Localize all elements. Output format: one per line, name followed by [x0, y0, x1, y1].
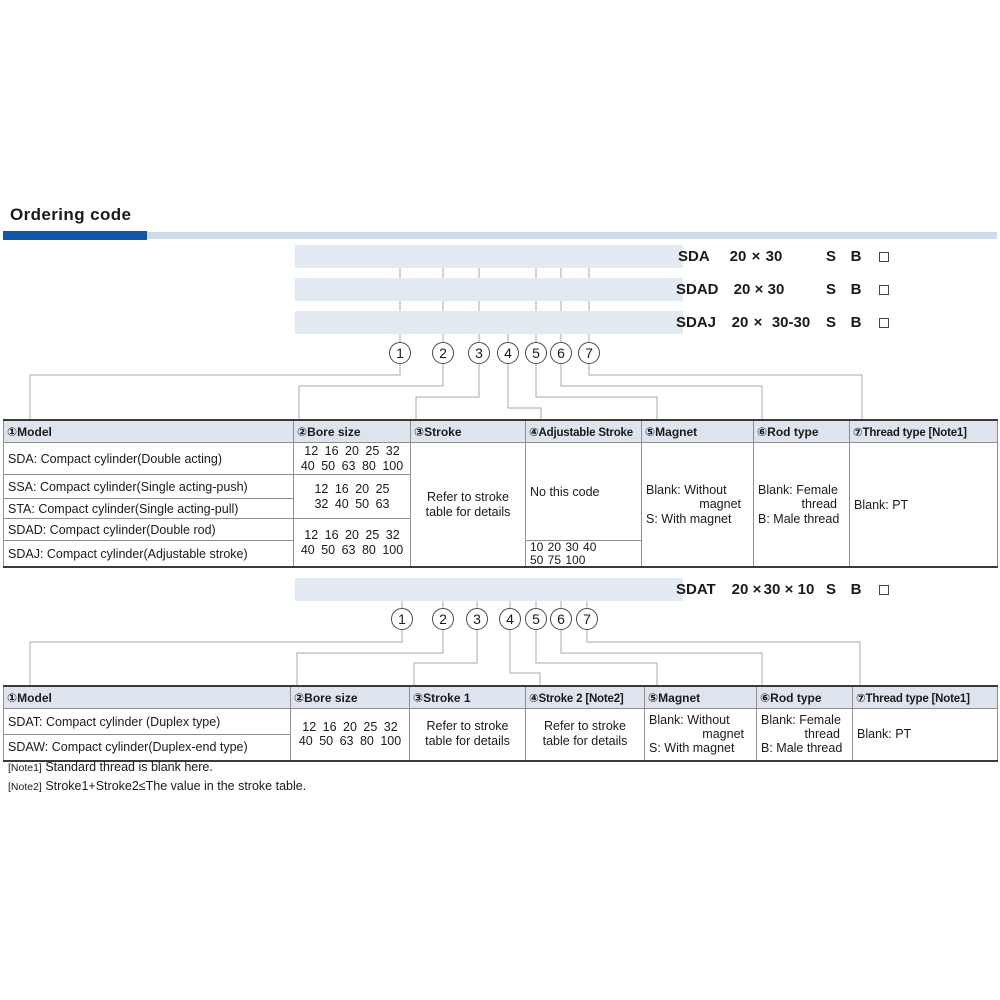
adjustable-stroke-values: 10 20 30 40 50 75 100	[526, 541, 642, 568]
code-magnet: S	[825, 314, 837, 331]
model-sdad: SDAD: Compact cylinder(Double rod)	[4, 519, 294, 541]
bore-sizes-sda: 12 16 20 25 32 40 50 63 80 100	[294, 443, 411, 475]
footnote-tag: [Note2]	[8, 781, 42, 793]
footnote-text: Standard thread is blank here.	[45, 760, 213, 774]
position-circle-1	[391, 608, 413, 630]
thread-placeholder-box-icon	[879, 252, 889, 262]
code-stroke: 30	[765, 248, 783, 265]
col-header-bore-size: ②Bore size	[294, 420, 411, 443]
position-circle-label: 2	[439, 345, 447, 361]
rod-type-options: Blank: Female thread B: Male thread	[757, 709, 853, 761]
code-rod: B	[850, 281, 862, 298]
table-header-row	[4, 686, 998, 709]
position-circle-7	[576, 608, 598, 630]
col-header-magnet: ⑤Magnet	[642, 420, 754, 443]
code-bore: 20	[729, 248, 747, 265]
code-bore: 20	[731, 581, 749, 598]
code-times: ×	[753, 314, 763, 331]
position-circle-6	[550, 608, 572, 630]
stroke-note: Refer to stroke table for details	[411, 443, 526, 568]
col-header-adjustable-stroke: ④Adjustable Stroke	[526, 420, 642, 443]
position-circle-2	[432, 608, 454, 630]
model-ssa: SSA: Compact cylinder(Single acting-push)	[4, 475, 294, 499]
col-header-stroke1: ③Stroke 1	[410, 686, 526, 709]
table-row	[4, 709, 998, 735]
page-title: Ordering code	[10, 205, 132, 224]
position-circle-7	[578, 342, 600, 364]
position-circle-label: 4	[506, 611, 514, 627]
thread-placeholder-box-icon	[879, 285, 889, 295]
col-header-bore-size: ②Bore size	[291, 686, 410, 709]
code-bar-sda	[295, 245, 862, 268]
bore-sizes-ssa-sta: 12 16 20 25 32 40 50 63	[294, 475, 411, 519]
ordering-table-standard	[3, 419, 998, 568]
model-sdaw: SDAW: Compact cylinder(Duplex-end type)	[4, 735, 291, 761]
code-model: SDAJ	[676, 314, 717, 331]
rod-type-options: Blank: Female thread B: Male thread	[754, 443, 850, 568]
table-row	[4, 443, 998, 475]
model-sta: STA: Compact cylinder(Single acting-pull)	[4, 499, 294, 519]
position-circle-label: 1	[398, 611, 406, 627]
code-magnet: S	[825, 248, 837, 265]
code-times: ×	[752, 581, 762, 598]
position-circle-5	[525, 608, 547, 630]
position-circle-5	[525, 342, 547, 364]
model-sda: SDA: Compact cylinder(Double acting)	[4, 443, 294, 475]
footnote-1	[8, 760, 213, 774]
position-circle-label: 3	[475, 345, 483, 361]
position-circle-label: 6	[557, 345, 565, 361]
position-circle-label: 7	[585, 345, 593, 361]
footnote-2	[8, 779, 306, 793]
footnote-text: Stroke1+Stroke2≤The value in the stroke table.	[45, 779, 307, 793]
bore-sizes-sdad-sdaj: 12 16 20 25 32 40 50 63 80 100	[294, 519, 411, 568]
footnote-tag: [Note1]	[8, 762, 42, 774]
position-circle-label: 1	[396, 345, 404, 361]
code-magnet: S	[825, 581, 837, 598]
code-bore: 20	[731, 314, 749, 331]
code-bar-sdat	[295, 578, 862, 601]
position-circle-label: 7	[583, 611, 591, 627]
position-circle-6	[550, 342, 572, 364]
col-header-model: ①Model	[4, 686, 291, 709]
position-circle-label: 6	[557, 611, 565, 627]
code-stroke1: 30	[763, 581, 781, 598]
magnet-options: Blank: Without magnet S: With magnet	[645, 709, 757, 761]
col-header-magnet: ⑤Magnet	[645, 686, 757, 709]
position-circle-label: 3	[473, 611, 481, 627]
code-times: ×	[784, 581, 794, 598]
position-circle-1	[389, 342, 411, 364]
col-header-thread-type: ⑦Thread type [Note1]	[853, 686, 998, 709]
code-stroke: 30	[767, 281, 785, 298]
stroke2-note: Refer to stroke table for details	[526, 709, 645, 761]
ordering-table-duplex	[3, 685, 998, 762]
code-bar-sdad	[295, 278, 862, 301]
code-times: ×	[754, 281, 764, 298]
bore-sizes-duplex: 12 16 20 25 32 40 50 63 80 100	[291, 709, 410, 761]
col-header-thread-type: ⑦Thread type [Note1]	[850, 420, 998, 443]
col-header-model: ①Model	[4, 420, 294, 443]
position-circle-4	[497, 342, 519, 364]
model-sdat: SDAT: Compact cylinder (Duplex type)	[4, 709, 291, 735]
thread-type-option: Blank: PT	[850, 443, 998, 568]
col-header-rod-type: ⑥Rod type	[757, 686, 853, 709]
code-times: ×	[751, 248, 761, 265]
col-header-stroke: ③Stroke	[411, 420, 526, 443]
position-circle-2	[432, 342, 454, 364]
thread-placeholder-box-icon	[879, 585, 889, 595]
position-circle-label: 4	[504, 345, 512, 361]
adjustable-stroke-none: No this code	[526, 443, 642, 541]
model-sdaj: SDAJ: Compact cylinder(Adjustable stroke)	[4, 541, 294, 568]
code-bore: 20	[733, 281, 751, 298]
col-header-rod-type: ⑥Rod type	[754, 420, 850, 443]
col-header-stroke2: ④Stroke 2 [Note2]	[526, 686, 645, 709]
code-model: SDAD	[676, 281, 719, 298]
code-rod: B	[850, 581, 862, 598]
position-circle-label: 5	[532, 345, 540, 361]
thread-type-option: Blank: PT	[853, 709, 998, 761]
code-bar-sdaj	[295, 311, 862, 334]
position-circle-label: 2	[439, 611, 447, 627]
code-stroke2: 10	[797, 581, 815, 598]
code-model: SDAT	[676, 581, 716, 598]
position-circle-3	[466, 608, 488, 630]
thread-placeholder-box-icon	[879, 318, 889, 328]
table-header-row	[4, 420, 998, 443]
code-rod: B	[850, 314, 862, 331]
stroke1-note: Refer to stroke table for details	[410, 709, 526, 761]
code-rod: B	[850, 248, 862, 265]
code-model: SDA	[678, 248, 710, 265]
code-stroke: 30-30	[771, 314, 811, 331]
magnet-options: Blank: Without magnet S: With magnet	[642, 443, 754, 568]
code-magnet: S	[825, 281, 837, 298]
position-circle-label: 5	[532, 611, 540, 627]
position-circle-3	[468, 342, 490, 364]
position-circle-4	[499, 608, 521, 630]
